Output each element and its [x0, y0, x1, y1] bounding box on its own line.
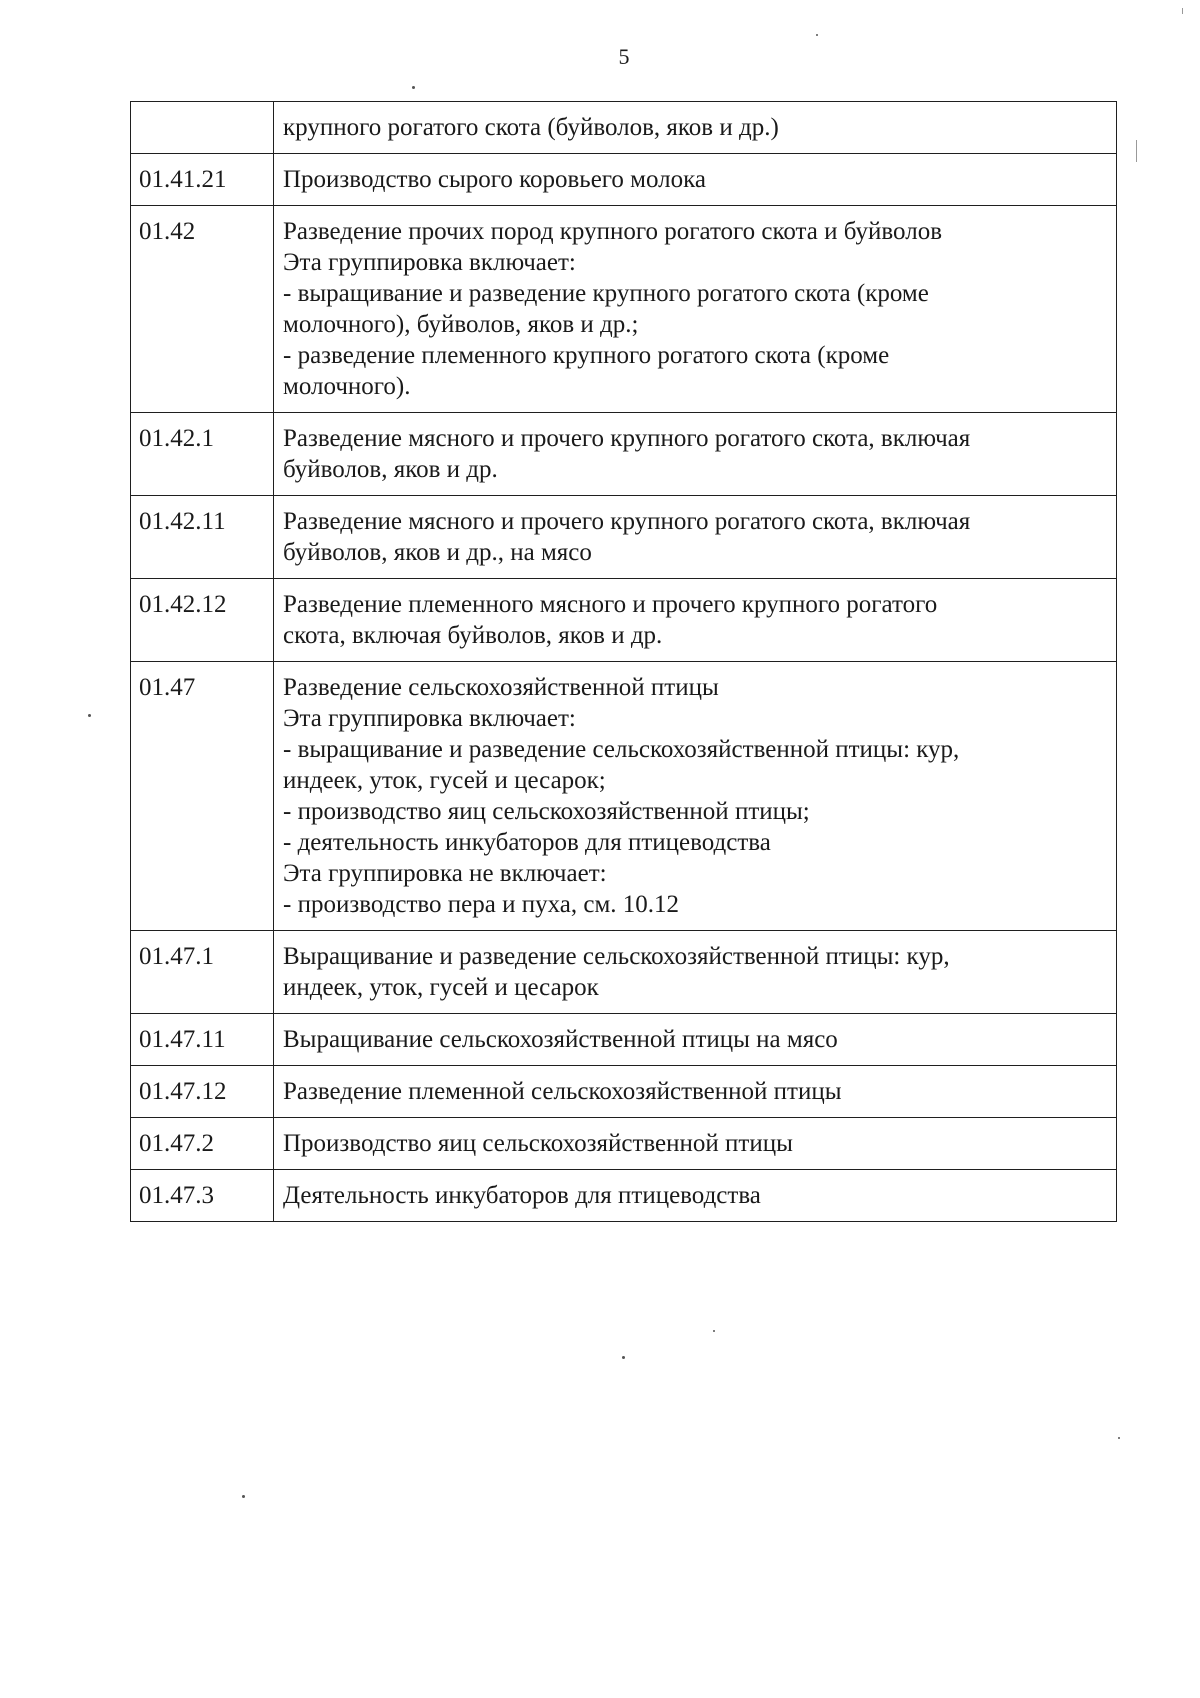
page-number: 5: [618, 44, 630, 69]
activity-code: 01.42: [131, 206, 274, 413]
description-line: - деятельность инкубаторов для птицеводства: [283, 829, 771, 856]
activity-code: 01.47.2: [131, 1118, 274, 1170]
activity-description: [274, 579, 1117, 662]
description-line: Разведение мясного и прочего крупного рогатого скота, включая: [283, 425, 971, 452]
description-line: Разведение прочих пород крупного рогатого скота и буйволов: [283, 218, 942, 245]
activity-description: [274, 1170, 1117, 1222]
description-line: Выращивание и разведение сельскохозяйственной птицы: кур,: [283, 943, 950, 970]
scan-speck: [242, 1495, 245, 1498]
description-line: молочного).: [283, 373, 411, 400]
table-row: [131, 102, 1117, 154]
description-line: буйволов, яков и др., на мясо: [283, 539, 592, 566]
activity-description: [274, 102, 1117, 154]
table-row: [131, 1118, 1117, 1170]
activity-description: [274, 496, 1117, 579]
table-row: [131, 206, 1117, 413]
scan-speck: [816, 34, 818, 36]
activity-code: 01.47.11: [131, 1014, 274, 1066]
description-line: Производство яиц сельскохозяйственной птицы: [283, 1130, 793, 1157]
activity-code: 01.47: [131, 662, 274, 931]
description-line: индеек, уток, гусей и цесарок;: [283, 767, 606, 794]
table-row: [131, 154, 1117, 206]
table-row: [131, 496, 1117, 579]
activity-code: [131, 102, 274, 154]
scan-edge-mark: [1136, 140, 1137, 162]
activity-code: 01.42.12: [131, 579, 274, 662]
table-row: [131, 1014, 1117, 1066]
table-row: [131, 1170, 1117, 1222]
activity-description: [274, 1118, 1117, 1170]
table-row: [131, 662, 1117, 931]
description-line: - выращивание и разведение сельскохозяйственной птицы: кур,: [283, 736, 960, 763]
activity-description: [274, 662, 1117, 931]
activity-code: 01.42.11: [131, 496, 274, 579]
description-line: - производство яиц сельскохозяйственной птицы;: [283, 798, 810, 825]
activity-code: 01.47.12: [131, 1066, 274, 1118]
description-line: буйволов, яков и др.: [283, 456, 498, 483]
description-line: Разведение мясного и прочего крупного рогатого скота, включая: [283, 508, 971, 535]
description-line: Разведение племенного мясного и прочего крупного рогатого: [283, 591, 938, 618]
activity-code: 01.47.1: [131, 931, 274, 1014]
description-line: Эта группировка включает:: [283, 249, 576, 276]
table-row: [131, 579, 1117, 662]
classification-table: [130, 101, 1117, 1222]
description-line: индеек, уток, гусей и цесарок: [283, 974, 599, 1001]
description-line: Производство сырого коровьего молока: [283, 166, 707, 193]
description-line: Разведение сельскохозяйственной птицы: [283, 674, 719, 701]
activity-code: 01.47.3: [131, 1170, 274, 1222]
activity-code: 01.41.21: [131, 154, 274, 206]
description-line: крупного рогатого скота (буйволов, яков и др.): [283, 114, 779, 141]
activity-description: [274, 1014, 1117, 1066]
scan-speck: [622, 1356, 625, 1359]
table-row: [131, 931, 1117, 1014]
description-line: Выращивание сельскохозяйственной птицы на мясо: [283, 1026, 838, 1053]
description-line: - разведение племенного крупного рогатого скота (кроме: [283, 342, 890, 369]
scan-edge-mark: [1182, 8, 1183, 14]
description-line: - выращивание и разведение крупного рогатого скота (кроме: [283, 280, 929, 307]
table-row: [131, 1066, 1117, 1118]
scan-speck: [713, 1330, 715, 1332]
activity-description: [274, 413, 1117, 496]
scan-speck: [88, 714, 91, 717]
description-line: молочного), буйволов, яков и др.;: [283, 311, 639, 338]
description-line: Деятельность инкубаторов для птицеводства: [283, 1182, 761, 1209]
scan-speck: [412, 86, 415, 89]
description-line: Разведение племенной сельскохозяйственной птицы: [283, 1078, 842, 1105]
activity-description: [274, 154, 1117, 206]
activity-description: [274, 1066, 1117, 1118]
scan-speck: [1118, 1437, 1120, 1439]
activity-description: [274, 206, 1117, 413]
classification-table-body: [131, 102, 1117, 1222]
description-line: Эта группировка не включает:: [283, 860, 607, 887]
description-line: Эта группировка включает:: [283, 705, 576, 732]
activity-description: [274, 931, 1117, 1014]
activity-code: 01.42.1: [131, 413, 274, 496]
description-line: - производство пера и пуха, см. 10.12: [283, 891, 680, 918]
description-line: скота, включая буйволов, яков и др.: [283, 622, 663, 649]
table-row: [131, 413, 1117, 496]
